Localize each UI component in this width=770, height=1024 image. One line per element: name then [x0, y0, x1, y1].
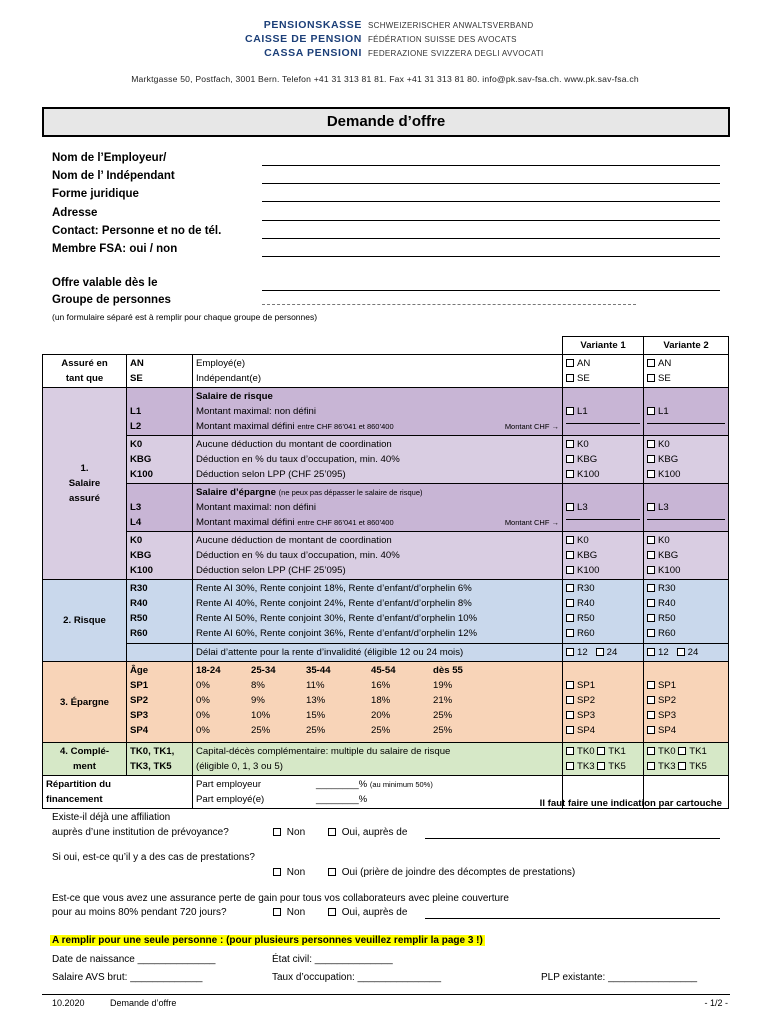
address-line: Marktgasse 50, Postfach, 3001 Bern. Telefon +41 31 313 81 81. Fax +41 31 313 81 80. info@pk.sav-fsa.ch. www.pk.sav-fsa.ch	[131, 74, 639, 84]
checkbox[interactable]	[328, 908, 336, 916]
variant1-header: Variante 1	[563, 337, 644, 355]
waiting-opts-v1[interactable]: 12 24	[563, 644, 644, 662]
plan-table	[42, 336, 729, 809]
checkbox[interactable]	[647, 681, 655, 689]
org-sub-fr: FÉDÉRATION SUISSE DES AVOCATS	[368, 34, 517, 44]
field-label-legal-form: Forme juridique	[52, 188, 139, 200]
checkbox[interactable]	[647, 407, 655, 415]
checkbox[interactable]	[647, 455, 655, 463]
coord-opts-v2[interactable]: K0 KBG K100	[644, 436, 729, 484]
coord2-opts-v2[interactable]: K0 KBG K100	[644, 532, 729, 580]
risk-codes: R30 R40 R50 R60	[127, 580, 193, 644]
complement-section-label: 4. Complé- ment	[43, 743, 127, 776]
indication-note: Il faut faire une indication par cartouche	[539, 798, 722, 809]
coord2-desc: Aucune déduction de montant de coordination Déduction en % du taux d’occupation, min. 40% Déduction selon LPP (CHF 25’095)	[193, 532, 563, 580]
field-line-fsa-member[interactable]	[262, 256, 720, 257]
field-line-independent[interactable]	[262, 183, 720, 184]
salary-risk-desc: Salaire de risque Montant maximal: non défini Montant maximal défini entre CHF 86’041 et 860’400 Montant CHF →	[193, 388, 563, 436]
q3-oui[interactable]: Oui, auprès de	[328, 907, 407, 918]
question-affiliation-2: auprès d’une institution de prévoyance?	[52, 827, 229, 838]
saving-codes: Âge SP1 SP2 SP3 SP4	[127, 662, 193, 743]
field-line-legal-form[interactable]	[262, 201, 720, 202]
question-income-loss-2: pour au moins 80% pendant 720 jours?	[52, 907, 227, 918]
salary-saving-opt-v2[interactable]: L3	[644, 484, 729, 532]
q3-insurer-line[interactable]	[425, 918, 720, 919]
org-name-de: PENSIONSKASSE	[263, 19, 362, 31]
occupation-rate-field[interactable]: Taux d’occupation: _______________	[272, 972, 442, 983]
checkbox[interactable]	[647, 726, 655, 734]
checkbox[interactable]	[647, 747, 655, 755]
risk-section-label: 2. Risque	[43, 580, 127, 662]
q1-oui[interactable]: Oui, auprès de	[328, 827, 407, 838]
checkbox[interactable]	[647, 566, 655, 574]
salary-saving-desc: Salaire d’épargne (ne peux pas dépasser le salaire de risque) Montant maximal: non défini Montant maximal défini entre CHF 86’041 et 860’400 Montant CHF →	[193, 484, 563, 532]
avs-salary-field[interactable]: Salaire AVS brut: _____________	[52, 972, 203, 983]
salary-risk-codes: L1 L2	[127, 388, 193, 436]
table-row	[43, 436, 729, 484]
checkbox[interactable]	[678, 747, 686, 755]
checkbox[interactable]	[566, 455, 574, 463]
birth-date-field[interactable]: Date de naissance ______________	[52, 954, 216, 965]
single-person-banner: A remplir pour une seule personne : (pour plusieurs personnes veuillez remplir la page 3 !)	[52, 935, 483, 946]
waiting-opts-v2[interactable]: 12 24	[644, 644, 729, 662]
insured-opts-v2[interactable]: AN SE	[644, 355, 729, 388]
checkbox[interactable]	[273, 908, 281, 916]
footer-page: - 1/2 -	[704, 998, 728, 1008]
complement-desc: Capital-décès complémentaire: multiple du salaire de risque (éligible 0, 1, 3 ou 5)	[193, 743, 563, 776]
checkbox[interactable]	[273, 828, 281, 836]
waiting-period-desc: Délai d’attente pour la rente d’invalidité (éligible 12 ou 24 mois)	[193, 644, 563, 662]
risk-opts-v1[interactable]: R30 R40 R50 R60	[563, 580, 644, 644]
checkbox[interactable]	[566, 566, 574, 574]
checkbox[interactable]	[596, 648, 604, 656]
document-title: Demande d’offre	[42, 107, 730, 137]
insured-opts-v1[interactable]: AN SE	[563, 355, 644, 388]
checkbox[interactable]	[647, 648, 655, 656]
field-label-address: Adresse	[52, 207, 98, 219]
checkbox[interactable]	[566, 470, 574, 478]
table-row	[43, 662, 729, 743]
plp-field[interactable]: PLP existante: ________________	[541, 972, 698, 983]
field-line-employer[interactable]	[262, 165, 720, 166]
field-label-group: Groupe de personnes	[52, 294, 171, 306]
complement-opts-v2[interactable]: TK0 TK1 TK3 TK5	[644, 743, 729, 776]
saving-section-label: 3. Épargne	[43, 662, 127, 743]
q1-non[interactable]: Non	[273, 827, 305, 838]
table-row	[43, 355, 729, 388]
checkbox[interactable]	[566, 440, 574, 448]
checkbox[interactable]	[566, 711, 574, 719]
field-line-group[interactable]	[262, 304, 636, 305]
insured-codes: AN SE	[127, 355, 193, 388]
checkbox[interactable]	[647, 599, 655, 607]
checkbox[interactable]	[566, 503, 574, 511]
checkbox[interactable]	[566, 726, 574, 734]
table-row	[43, 532, 729, 580]
coord2-codes: K0 KBG K100	[127, 532, 193, 580]
org-sub-it: FEDERAZIONE SVIZZERA DEGLI AVVOCATI	[368, 48, 544, 58]
separate-form-note: (un formulaire séparé est à remplir pour chaque groupe de personnes)	[52, 312, 318, 322]
checkbox[interactable]	[328, 868, 336, 876]
amount-line[interactable]	[566, 423, 640, 424]
checkbox[interactable]	[647, 470, 655, 478]
salary-saving-codes: L3 L4	[127, 484, 193, 532]
q2-non[interactable]: Non	[273, 867, 305, 878]
field-label-contact: Contact: Personne et no de tél.	[52, 225, 222, 237]
saving-opts-v2[interactable]: SP1 SP2 SP3 SP4	[644, 662, 729, 743]
q1-insurer-line[interactable]	[425, 838, 720, 839]
checkbox[interactable]	[566, 407, 574, 415]
coord-codes: K0 KBG K100	[127, 436, 193, 484]
coord-desc: Aucune déduction du montant de coordination Déduction en % du taux d’occupation, min. 40% Déduction selon LPP (CHF 25’095)	[193, 436, 563, 484]
financing-desc: Part employeur ________% (au minimum 50%) Part employé(e) ________%	[193, 776, 563, 809]
salary-saving-opt-v1[interactable]: L3	[563, 484, 644, 532]
checkbox[interactable]	[566, 359, 574, 367]
field-label-offer-date: Offre valable dès le	[52, 277, 158, 289]
risk-desc: Rente AI 30%, Rente conjoint 18%, Rente d’enfant/d’orphelin 6% Rente AI 40%, Rente conjoint 24%, Rente d’enfant/d’orphelin 8% Rente AI 50%, Rente conjoint 30%, Rente d’enfant/d’orphelin 10% Rente AI 60%, Rente conjoint 36%, Rente d’enfant/d’orphelin 12%	[193, 580, 563, 644]
checkbox[interactable]	[647, 629, 655, 637]
salary-section-label: 1. Salaire assuré	[43, 388, 127, 580]
field-label-employer: Nom de l’Employeur/	[52, 152, 167, 164]
checkbox[interactable]	[566, 614, 574, 622]
saving-rates: 18-24 25-34 35-44 45-54 dès 55 0% 8% 11% 16% 19% 0% 9% 13% 18% 21% 0% 10% 15% 20% 25% 0% 25% 25% 25% 25%	[193, 662, 563, 743]
checkbox[interactable]	[566, 747, 574, 755]
checkbox[interactable]	[678, 762, 686, 770]
checkbox[interactable]	[647, 711, 655, 719]
footer-divider	[42, 994, 730, 995]
table-row	[43, 484, 729, 532]
insured-label: Assuré en tant que	[43, 355, 127, 388]
insured-desc: Employé(e) Indépendant(e)	[193, 355, 563, 388]
checkbox[interactable]	[597, 762, 605, 770]
variant2-header: Variante 2	[644, 337, 729, 355]
amount-line[interactable]	[647, 423, 725, 424]
checkbox[interactable]	[566, 681, 574, 689]
checkbox[interactable]	[647, 503, 655, 511]
footer-doc-name: Demande d’offre	[110, 998, 177, 1008]
financing-label: Répartition du financement	[43, 776, 193, 809]
checkbox[interactable]	[677, 648, 685, 656]
table-row	[43, 580, 729, 644]
q2-oui[interactable]: Oui (prière de joindre des décomptes de prestations)	[328, 867, 575, 878]
checkbox[interactable]	[566, 584, 574, 592]
question-income-loss-1: Est-ce que vous avez une assurance perte de gain pour tous vos collaborateurs avec pleine couverture	[52, 893, 509, 904]
org-sub-de: SCHWEIZERISCHER ANWALTSVERBAND	[368, 20, 534, 30]
footer-date: 10.2020	[52, 998, 85, 1008]
checkbox[interactable]	[647, 762, 655, 770]
saving-opts-v1[interactable]: SP1 SP2 SP3 SP4	[563, 662, 644, 743]
complement-opts-v1[interactable]: TK0 TK1 TK3 TK5	[563, 743, 644, 776]
amount-line[interactable]	[566, 519, 640, 520]
field-line-address[interactable]	[262, 220, 720, 221]
checkbox[interactable]	[647, 614, 655, 622]
civil-status-field[interactable]: État civil: ______________	[272, 954, 393, 965]
question-claims: Si oui, est-ce qu’il y a des cas de prestations?	[52, 852, 255, 863]
table-row	[43, 743, 729, 776]
amount-line[interactable]	[647, 519, 725, 520]
coord-opts-v1[interactable]: K0 KBG K100	[563, 436, 644, 484]
field-label-fsa-member: Membre FSA: oui / non	[52, 243, 178, 255]
checkbox[interactable]	[566, 762, 574, 770]
checkbox[interactable]	[647, 359, 655, 367]
checkbox[interactable]	[566, 551, 574, 559]
checkbox[interactable]	[566, 536, 574, 544]
checkbox[interactable]	[647, 440, 655, 448]
checkbox[interactable]	[566, 374, 574, 382]
checkbox[interactable]	[647, 551, 655, 559]
checkbox[interactable]	[328, 828, 336, 836]
letterhead	[230, 18, 650, 60]
field-line-contact[interactable]	[262, 238, 720, 239]
checkbox[interactable]	[566, 696, 574, 704]
org-name-it: CASSA PENSIONI	[264, 47, 362, 59]
table-row	[43, 644, 729, 662]
checkbox[interactable]	[566, 599, 574, 607]
complement-codes: TK0, TK1, TK3, TK5	[127, 743, 193, 776]
question-affiliation-1: Existe-il déjà une affiliation	[52, 812, 171, 823]
coord2-opts-v1[interactable]: K0 KBG K100	[563, 532, 644, 580]
checkbox[interactable]	[273, 868, 281, 876]
field-label-independent: Nom de l’ Indépendant	[52, 170, 175, 182]
checkbox[interactable]	[647, 374, 655, 382]
q3-non[interactable]: Non	[273, 907, 305, 918]
table-row	[43, 388, 729, 436]
risk-opts-v2[interactable]: R30 R40 R50 R60	[644, 580, 729, 644]
checkbox[interactable]	[597, 747, 605, 755]
salary-risk-opt-v2[interactable]: L1	[644, 388, 729, 436]
checkbox[interactable]	[647, 536, 655, 544]
salary-risk-opt-v1[interactable]: L1	[563, 388, 644, 436]
org-name-fr: CAISSE DE PENSION	[245, 33, 362, 45]
checkbox[interactable]	[566, 648, 574, 656]
checkbox[interactable]	[566, 629, 574, 637]
checkbox[interactable]	[647, 584, 655, 592]
checkbox[interactable]	[647, 696, 655, 704]
field-line-offer-date[interactable]	[262, 290, 720, 291]
